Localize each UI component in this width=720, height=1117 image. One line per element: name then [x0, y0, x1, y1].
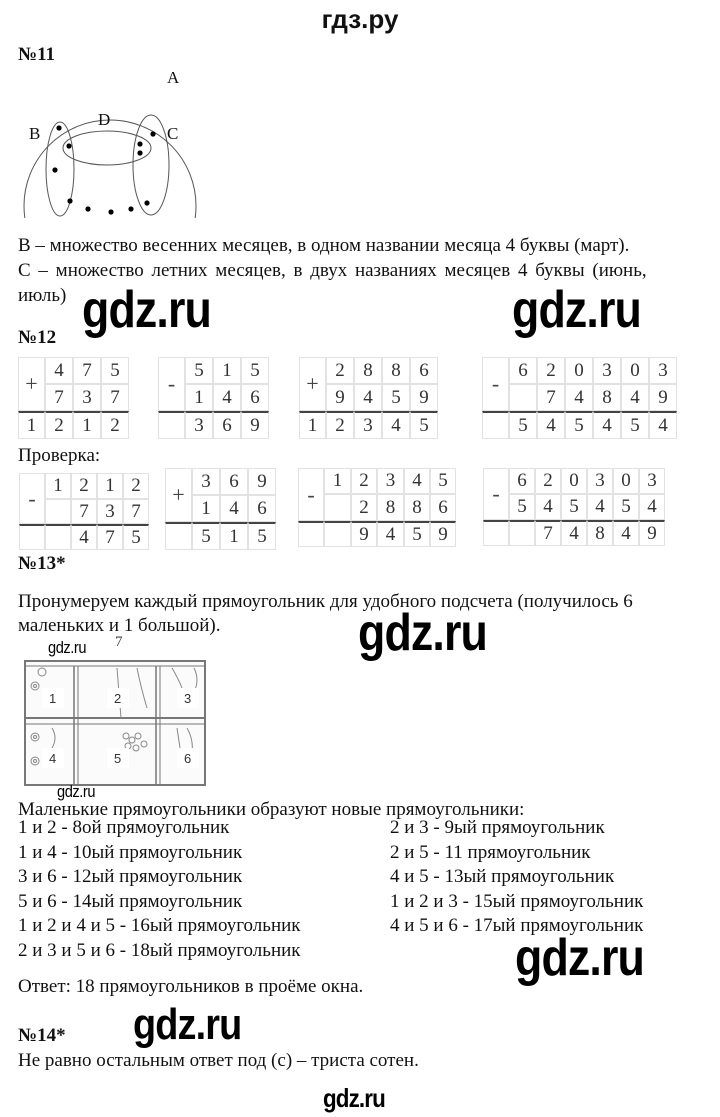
digit: 4	[639, 494, 665, 520]
list-item: 4 и 5 - 13ый прямоугольник	[390, 866, 615, 887]
task-13-number: №13*	[18, 553, 66, 574]
digit: 4	[621, 384, 649, 411]
check-label: Проверка:	[18, 445, 101, 466]
operator: +	[18, 357, 45, 411]
example-3-grid	[299, 357, 438, 439]
result-digit	[298, 521, 324, 547]
result-digit	[509, 520, 535, 546]
digit: 3	[587, 468, 613, 494]
window-figure	[22, 658, 208, 788]
venn-label-b: B	[29, 124, 41, 143]
list-item: 1 и 2 - 8ой прямоугольник	[18, 817, 230, 838]
task-13-intro-2: маленьких и 1 большой).	[18, 615, 221, 636]
digit: 1	[213, 357, 241, 384]
digit: 4	[220, 495, 248, 522]
example-2-grid	[158, 357, 269, 439]
footer-watermark[interactable]: gdz.ru	[323, 1083, 385, 1113]
watermark: gdz.ru	[133, 1000, 242, 1049]
digit: 6	[410, 357, 438, 384]
digit: 5	[101, 357, 129, 384]
result-digit: 5	[410, 411, 438, 439]
result-digit: 1	[220, 522, 248, 550]
operator: -	[158, 357, 185, 411]
list-item: 1 и 2 и 4 и 5 - 16ый прямоугольник	[18, 915, 301, 936]
digit: 2	[351, 494, 377, 521]
digit: 5	[430, 468, 456, 494]
watermark-small: gdz.ru	[57, 782, 96, 801]
digit: 2	[326, 357, 354, 384]
digit: 2	[71, 473, 97, 499]
result-digit	[482, 411, 509, 439]
result-digit: 4	[561, 520, 587, 546]
list-item: 2 и 3 и 5 и 6 - 18ый прямоугольник	[18, 939, 301, 961]
result-digit: 5	[248, 522, 276, 550]
result-digit: 4	[649, 411, 677, 439]
digit: 1	[192, 495, 220, 522]
digit: 4	[587, 494, 613, 520]
result-digit: 5	[123, 524, 149, 550]
digit: 9	[326, 384, 354, 411]
task-12-number: №12	[18, 327, 57, 348]
watermark: gdz.ru	[512, 281, 641, 339]
result-digit: 4	[537, 411, 565, 439]
digit: 0	[613, 468, 639, 494]
result-digit: 8	[587, 520, 613, 546]
operator: -	[482, 357, 509, 411]
operator: +	[165, 468, 192, 522]
digit: 3	[593, 357, 621, 384]
digit: 4	[354, 384, 382, 411]
task-13-answer: Ответ: 18 прямоугольников в проёме окна.	[18, 976, 364, 997]
task-14-text: Не равно остальным ответ под (с) – триста сотен.	[18, 1050, 419, 1071]
task-13-lead: Маленькие прямоугольники образуют новые прямоугольники:	[18, 799, 525, 820]
task-11-number: №11	[18, 44, 56, 65]
digit: 5	[241, 357, 269, 384]
result-digit	[158, 411, 185, 439]
result-digit: 9	[639, 520, 665, 546]
digit: 7	[537, 384, 565, 411]
result-digit: 7	[535, 520, 561, 546]
figure-label-7: 7	[115, 634, 123, 650]
result-digit	[19, 524, 45, 550]
cell-1-label: 1	[49, 691, 57, 706]
digit: 3	[649, 357, 677, 384]
result-digit: 9	[430, 521, 456, 547]
digit: 5	[561, 494, 587, 520]
watermark-small: gdz.ru	[48, 638, 87, 657]
list-item: 1 и 2 и 3 - 15ый прямоугольник	[390, 890, 644, 912]
digit: 2	[123, 473, 149, 499]
check-4-grid	[483, 468, 665, 546]
result-digit	[165, 522, 192, 550]
digit: 4	[535, 494, 561, 520]
result-digit: 4	[377, 521, 404, 547]
check-2-grid	[165, 468, 276, 550]
digit: 9	[649, 384, 677, 411]
operator: +	[299, 357, 326, 411]
result-digit: 5	[192, 522, 220, 550]
example-4-grid	[482, 357, 677, 439]
digit: 8	[377, 494, 404, 521]
check-1-grid	[19, 473, 149, 550]
result-digit	[324, 521, 351, 547]
digit	[324, 494, 351, 521]
result-digit	[483, 520, 509, 546]
task-11-line-1: B – множество весенних месяцев, в одном названии месяца 4 буквы (март).	[18, 235, 630, 256]
result-digit: 1	[299, 411, 326, 439]
digit: 2	[535, 468, 561, 494]
list-item: 2 и 5 - 11 прямоугольник	[390, 841, 591, 863]
digit: 5	[613, 494, 639, 520]
digit: 4	[404, 468, 430, 494]
digit: 6	[430, 494, 456, 521]
result-digit: 2	[101, 411, 129, 439]
result-digit: 4	[593, 411, 621, 439]
digit: 5	[509, 494, 535, 520]
digit: 7	[71, 499, 97, 524]
digit: 0	[621, 357, 649, 384]
digit	[45, 499, 71, 524]
site-title[interactable]: гдз.ру	[321, 4, 399, 34]
digit: 3	[639, 468, 665, 494]
digit: 3	[73, 384, 101, 411]
cell-4-label: 4	[49, 751, 57, 766]
cell-5-label: 5	[114, 751, 122, 766]
result-digit: 4	[382, 411, 410, 439]
watermark: gdz.ru	[358, 604, 487, 662]
result-digit: 3	[354, 411, 382, 439]
digit: 7	[123, 499, 149, 524]
digit: 9	[410, 384, 438, 411]
digit: 5	[185, 357, 213, 384]
digit: 6	[509, 468, 535, 494]
digit: 5	[382, 384, 410, 411]
result-digit: 7	[97, 524, 123, 550]
digit: 6	[241, 384, 269, 411]
digit	[509, 384, 537, 411]
cell-6-label: 6	[184, 751, 192, 766]
result-digit: 4	[613, 520, 639, 546]
list-item: 5 и 6 - 14ый прямоугольник	[18, 890, 243, 912]
list-item: 4 и 5 и 6 - 17ый прямоугольник	[390, 915, 644, 936]
digit: 6	[509, 357, 537, 384]
result-digit	[45, 524, 71, 550]
digit: 8	[404, 494, 430, 521]
cell-2-label: 2	[114, 691, 122, 706]
example-1-grid	[18, 357, 129, 439]
digit: 7	[101, 384, 129, 411]
result-digit: 9	[351, 521, 377, 547]
digit: 1	[45, 473, 71, 499]
result-digit: 5	[565, 411, 593, 439]
digit: 8	[382, 357, 410, 384]
result-digit: 6	[213, 411, 241, 439]
digit: 3	[377, 468, 404, 494]
operator: -	[19, 473, 45, 524]
task-13-intro-1: Пронумеруем каждый прямоугольник для удобного подсчета (получилось 6	[18, 591, 633, 612]
digit: 8	[593, 384, 621, 411]
digit: 2	[537, 357, 565, 384]
digit: 4	[565, 384, 593, 411]
result-digit: 3	[185, 411, 213, 439]
digit: 0	[561, 468, 587, 494]
list-item: 2 и 3 - 9ый прямоугольник	[390, 817, 605, 838]
digit: 4	[213, 384, 241, 411]
digit: 3	[97, 499, 123, 524]
watermark: gdz.ru	[515, 929, 644, 987]
task-11-line-3: июль)	[18, 285, 67, 306]
digit: 1	[324, 468, 351, 494]
digit: 3	[192, 468, 220, 495]
result-digit: 5	[404, 521, 430, 547]
digit: 7	[45, 384, 73, 411]
operator: -	[483, 468, 509, 520]
result-digit: 5	[621, 411, 649, 439]
digit: 0	[565, 357, 593, 384]
cell-3-label: 3	[184, 691, 192, 706]
digit: 6	[248, 495, 276, 522]
venn-label-d: D	[98, 110, 111, 129]
digit: 4	[45, 357, 73, 384]
digit: 8	[354, 357, 382, 384]
result-digit: 2	[326, 411, 354, 439]
list-item: 1 и 4 - 10ый прямоугольник	[18, 841, 243, 863]
result-digit: 9	[241, 411, 269, 439]
operator: -	[298, 468, 324, 521]
list-item: 3 и 6 - 12ый прямоугольник	[18, 866, 243, 887]
task-14-number: №14*	[18, 1025, 66, 1046]
check-3-grid	[298, 468, 456, 547]
task-11-line-2: С – множество летних месяцев, в двух названиях месяцев 4 буквы (июнь,	[18, 260, 647, 281]
digit: 1	[185, 384, 213, 411]
digit: 6	[220, 468, 248, 495]
venn-label-c: C	[167, 124, 179, 143]
digit: 1	[97, 473, 123, 499]
digit: 9	[248, 468, 276, 495]
watermark: gdz.ru	[82, 281, 211, 339]
venn-label-a: A	[167, 68, 180, 87]
digit: 2	[351, 468, 377, 494]
result-digit: 4	[71, 524, 97, 550]
result-digit: 2	[45, 411, 73, 439]
result-digit: 1	[73, 411, 101, 439]
digit: 7	[73, 357, 101, 384]
result-digit: 5	[509, 411, 537, 439]
venn-diagram	[20, 88, 200, 218]
result-digit: 1	[18, 411, 45, 439]
